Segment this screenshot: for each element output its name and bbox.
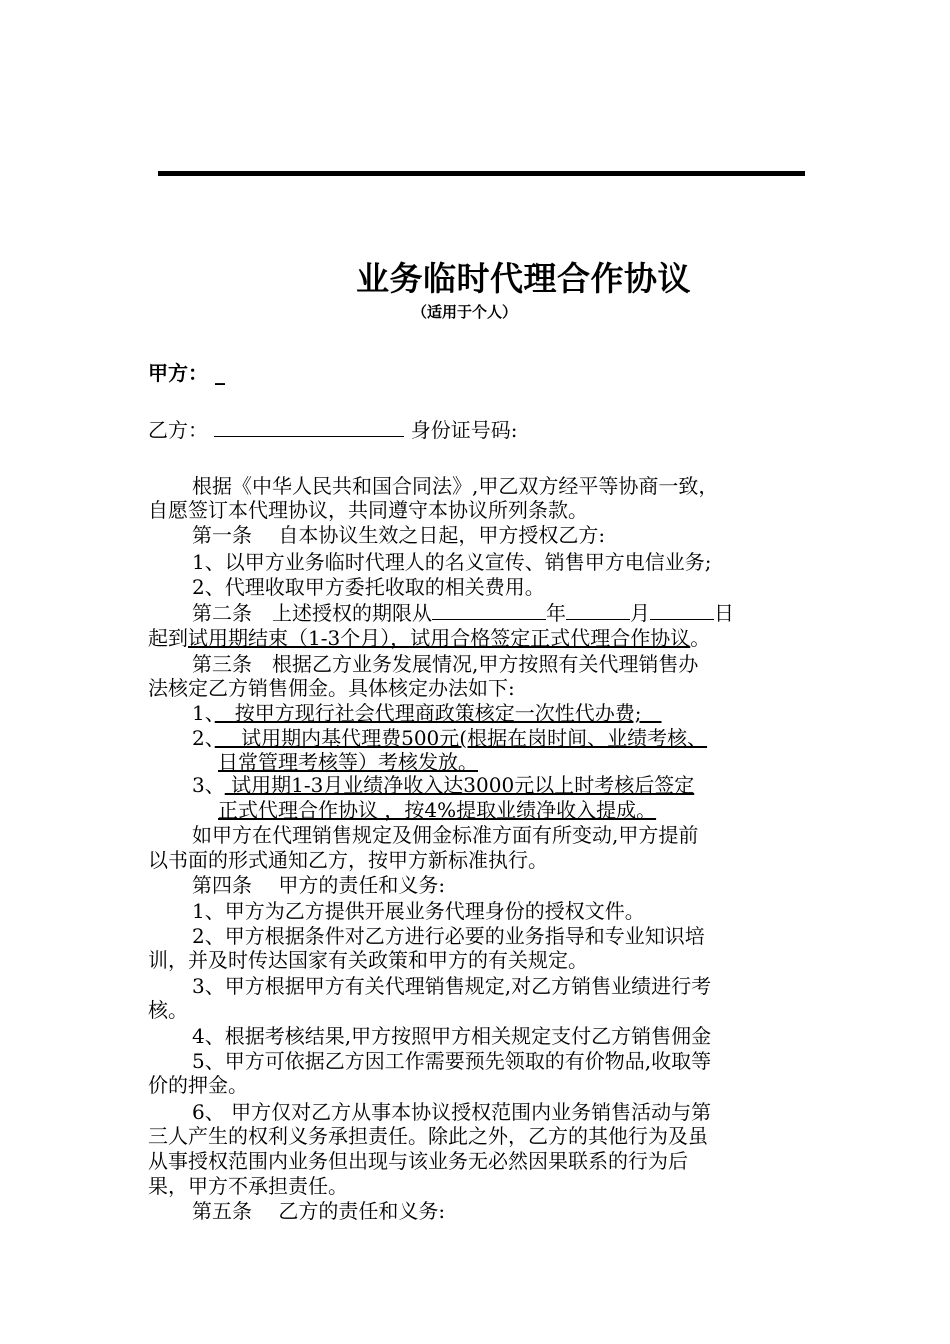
item-text: 试用期1-3月业绩净收入达3000元以上时考核后签定 [224, 773, 695, 797]
start-day-blank [650, 599, 714, 620]
item-continuation: 日常管理考核等）考核发放。 [218, 750, 478, 774]
party-b-name-blank [214, 416, 404, 437]
clause-item: 1、以甲方业务临时代理人的名义宣传、销售甲方电信业务; [192, 550, 712, 574]
party-a-line [148, 357, 225, 386]
trial-period-text: 试用期结束（1-3个月），试用合格签定正式代理合作协议 [188, 626, 691, 650]
start-year-blank [432, 599, 546, 620]
clause-2-continuation [148, 622, 710, 651]
item-continuation: 正式代理合作协议 ，按4%提取业绩净收入提成。 [218, 798, 657, 822]
year-label: 年 [546, 601, 566, 625]
clause-2-text: 第二条 上述授权的期限从 [192, 601, 432, 625]
paragraph-line: 训，并及时传达国家有关政策和甲方的有关规定。 [148, 948, 588, 972]
paragraph-line: 果，甲方不承担责任。 [148, 1174, 348, 1198]
party-b-line [148, 414, 517, 443]
day-label: 日 [714, 601, 734, 625]
clause-4-heading: 第四条 甲方的责任和义务: [192, 873, 446, 897]
item-text: 试用期内基代理费500元(根据在岗时间、业绩考核、 [214, 726, 708, 750]
item-number: 1、 [192, 701, 215, 725]
paragraph-line: 如甲方在代理销售规定及佣金标准方面有所变动,甲方提前 [192, 823, 699, 847]
paragraph-line: 自愿签订本代理协议，共同遵守本协议所列条款。 [148, 498, 588, 522]
start-month-blank [566, 599, 630, 620]
paragraph-line: 从事授权范围内业务但出现与该业务无必然因果联系的行为后 [148, 1149, 688, 1173]
clause-2-text: 起到 [148, 626, 188, 650]
item-number: 3、 [192, 773, 225, 797]
clause-item: 1、甲方为乙方提供开展业务代理身份的授权文件。 [192, 899, 645, 923]
clause-1-heading: 第一条 自本协议生效之日起，甲方授权乙方: [192, 523, 606, 547]
paragraph-line: 核。 [148, 998, 188, 1022]
clause-3-heading: 第三条 根据乙方业务发展情况,甲方按照有关代理销售办 [192, 652, 699, 676]
clause-5-heading: 第五条 乙方的责任和义务: [192, 1199, 446, 1223]
item-number: 2、 [192, 726, 215, 750]
paragraph-line: 价的押金。 [148, 1073, 248, 1097]
clause-item: 3、甲方根据甲方有关代理销售规定,对乙方销售业绩进行考 [192, 974, 712, 998]
clause-2-text: 。 [690, 626, 711, 650]
paragraph-line: 法核定乙方销售佣金。具体核定办法如下: [148, 676, 515, 700]
paragraph-line: 三人产生的权利义务承担责任。除此之外，乙方的其他行为及虽 [148, 1124, 708, 1148]
party-a-value: _ [214, 361, 225, 385]
clause-item: 4、根据考核结果,甲方按照甲方相关规定支付乙方销售佣金 [192, 1024, 712, 1048]
clause-item: 2、代理收取甲方委托收取的相关费用。 [192, 575, 545, 599]
clause-item: 6、 甲方仅对乙方从事本协议授权范围内业务销售活动与第 [192, 1100, 712, 1124]
clause-item: 2、甲方根据条件对乙方进行必要的业务指导和专业知识培 [192, 924, 705, 948]
clause-item: 5、甲方可依据乙方因工作需要预先领取的有价物品,收取等 [192, 1049, 712, 1073]
party-a-label: 甲方： [148, 361, 208, 385]
document-title: 业务临时代理合作协议 [356, 259, 691, 298]
id-number-label: 身份证号码: [410, 418, 518, 442]
document-subtitle: （适用于个人） [412, 303, 518, 321]
item-text: 按甲方现行社会代理商政策核定一次性代办费; [214, 701, 662, 725]
party-b-label: 乙方： [148, 418, 208, 442]
header-rule [158, 171, 805, 176]
month-label: 月 [630, 601, 650, 625]
paragraph-line: 以书面的形式通知乙方，按甲方新标准执行。 [148, 848, 548, 872]
paragraph-line: 根据《中华人民共和国合同法》,甲乙双方经平等协商一致， [192, 474, 719, 498]
